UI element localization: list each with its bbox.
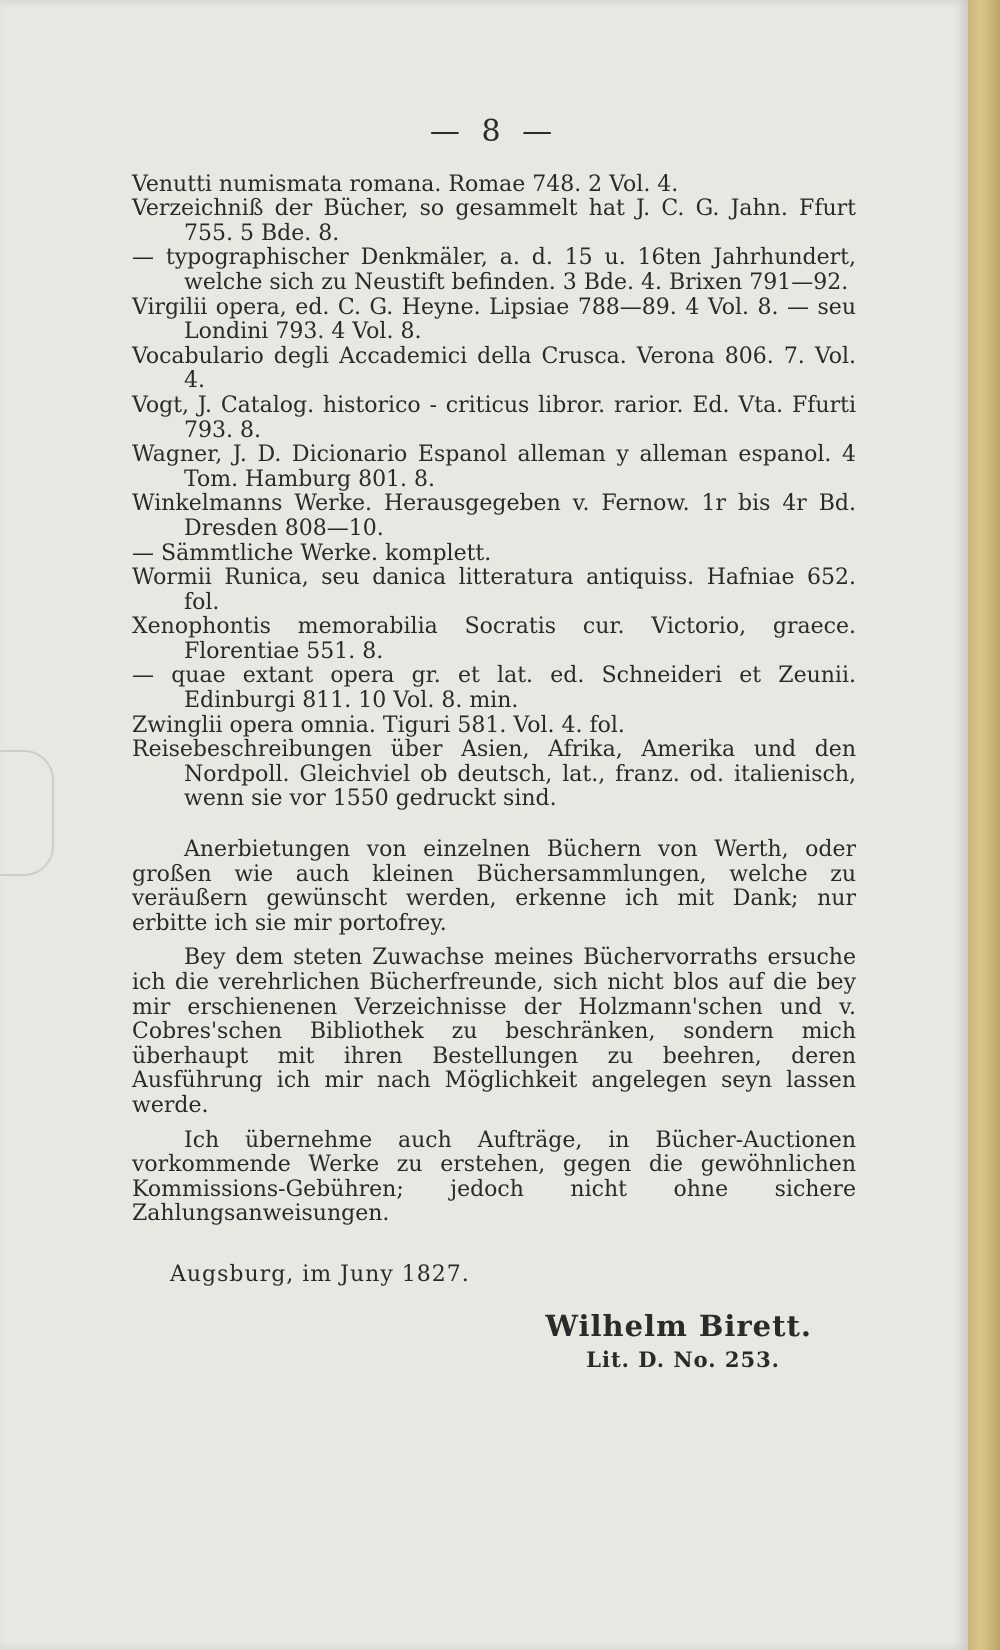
notice-paragraph: Ich übernehme auch Aufträge, in Bücher-Auctionen vorkommende Werke zu erstehen, gegen die gewöhnlichen Kommissions-Gebühren; jedoch nicht ohne sichere Zahlungsanweisungen.: [132, 1127, 856, 1227]
catalog-entry: Wagner, J. D. Dicionario Espanol alleman y alleman espanol. 4 Tom. Hamburg 801. 8.: [132, 442, 856, 492]
catalog-entry: Vogt, J. Catalog. historico - criticus libror. rarior. Ed. Vta. Ffurti 793. 8.: [132, 392, 856, 443]
catalog-entry: Venutti numismata romana. Romae 748. 2 Vol. 4.: [132, 171, 679, 197]
date-line: Augsburg, im Juny 1827.: [170, 1261, 470, 1287]
page-number: — 8 —: [429, 114, 559, 149]
catalog-list: [132, 173, 856, 812]
catalog-entry: Vocabulario degli Accademici della Crusca. Verona 806. 7. Vol. 4.: [132, 343, 856, 394]
catalog-entry: Wormii Runica, seu danica litteratura antiquiss. Hafniae 652. fol.: [132, 565, 856, 615]
page-tab-mark: [0, 750, 54, 876]
notice-paragraph: Bey dem steten Zuwachse meines Büchervorraths ersuche ich die verehrlichen Bücherfreunde, sich nicht blos auf die bey mir erschienenen Verzeichnisse der Holzmann'schen und v. Cobres'schen Bibliothek zu beschränken, sondern mich überhaupt mit ihren Bestellungen zu beehren, deren Ausführung ich mir nach Möglichkeit angelegen seyn lassen werde.: [132, 945, 856, 1118]
catalog-entry: — typographischer Denkmäler, a. d. 15 u. 16ten Jahrhundert, welche sich zu Neustift befinden. 3 Bde. 4. Brixen 791—92.: [132, 245, 856, 295]
catalog-entry: Xenophontis memorabilia Socratis cur. Victorio, graece. Florentiae 551. 8.: [132, 614, 856, 664]
catalog-entry: Zwinglii opera omnia. Tiguri 581. Vol. 4. fol.: [132, 712, 625, 738]
catalog-entry: Virgilii opera, ed. C. G. Heyne. Lipsiae 788—89. 4 Vol. 8. — seu Londini 793. 4 Vol. 8.: [132, 294, 856, 345]
catalog-entry: Winkelmanns Werke. Herausgegeben v. Fernow. 1r bis 4r Bd. Dresden 808—10.: [132, 491, 856, 541]
catalog-entry: — quae extant opera gr. et lat. ed. Schneideri et Zeunii. Edinburgi 811. 10 Vol. 8. min.: [132, 663, 856, 714]
catalog-entry: Verzeichniß der Bücher, so gesammelt hat J. C. G. Jahn. Ffurt 755. 5 Bde. 8.: [132, 196, 856, 246]
catalog-entry: — Sämmtliche Werke. komplett.: [132, 540, 492, 566]
notice-paragraph: Anerbietungen von einzelnen Büchern von Werth, oder großen wie auch kleinen Büchersammlungen, welche zu veräußern gewünscht werden, erkenne ich mit Dank; nur erbitte ich sie mir portofrey.: [132, 837, 856, 936]
signature: Wilhelm Birett.: [545, 1308, 812, 1343]
page-edge: [968, 0, 1000, 1650]
address-line: Lit. D. No. 253.: [586, 1347, 780, 1373]
catalog-entry: Reisebeschreibungen über Asien, Afrika, Amerika und den Nordpoll. Gleichviel ob deutsch, lat., franz. od. italienisch, wenn sie vor 1550 gedruckt sind.: [132, 737, 856, 812]
page-text: [132, 114, 856, 1373]
